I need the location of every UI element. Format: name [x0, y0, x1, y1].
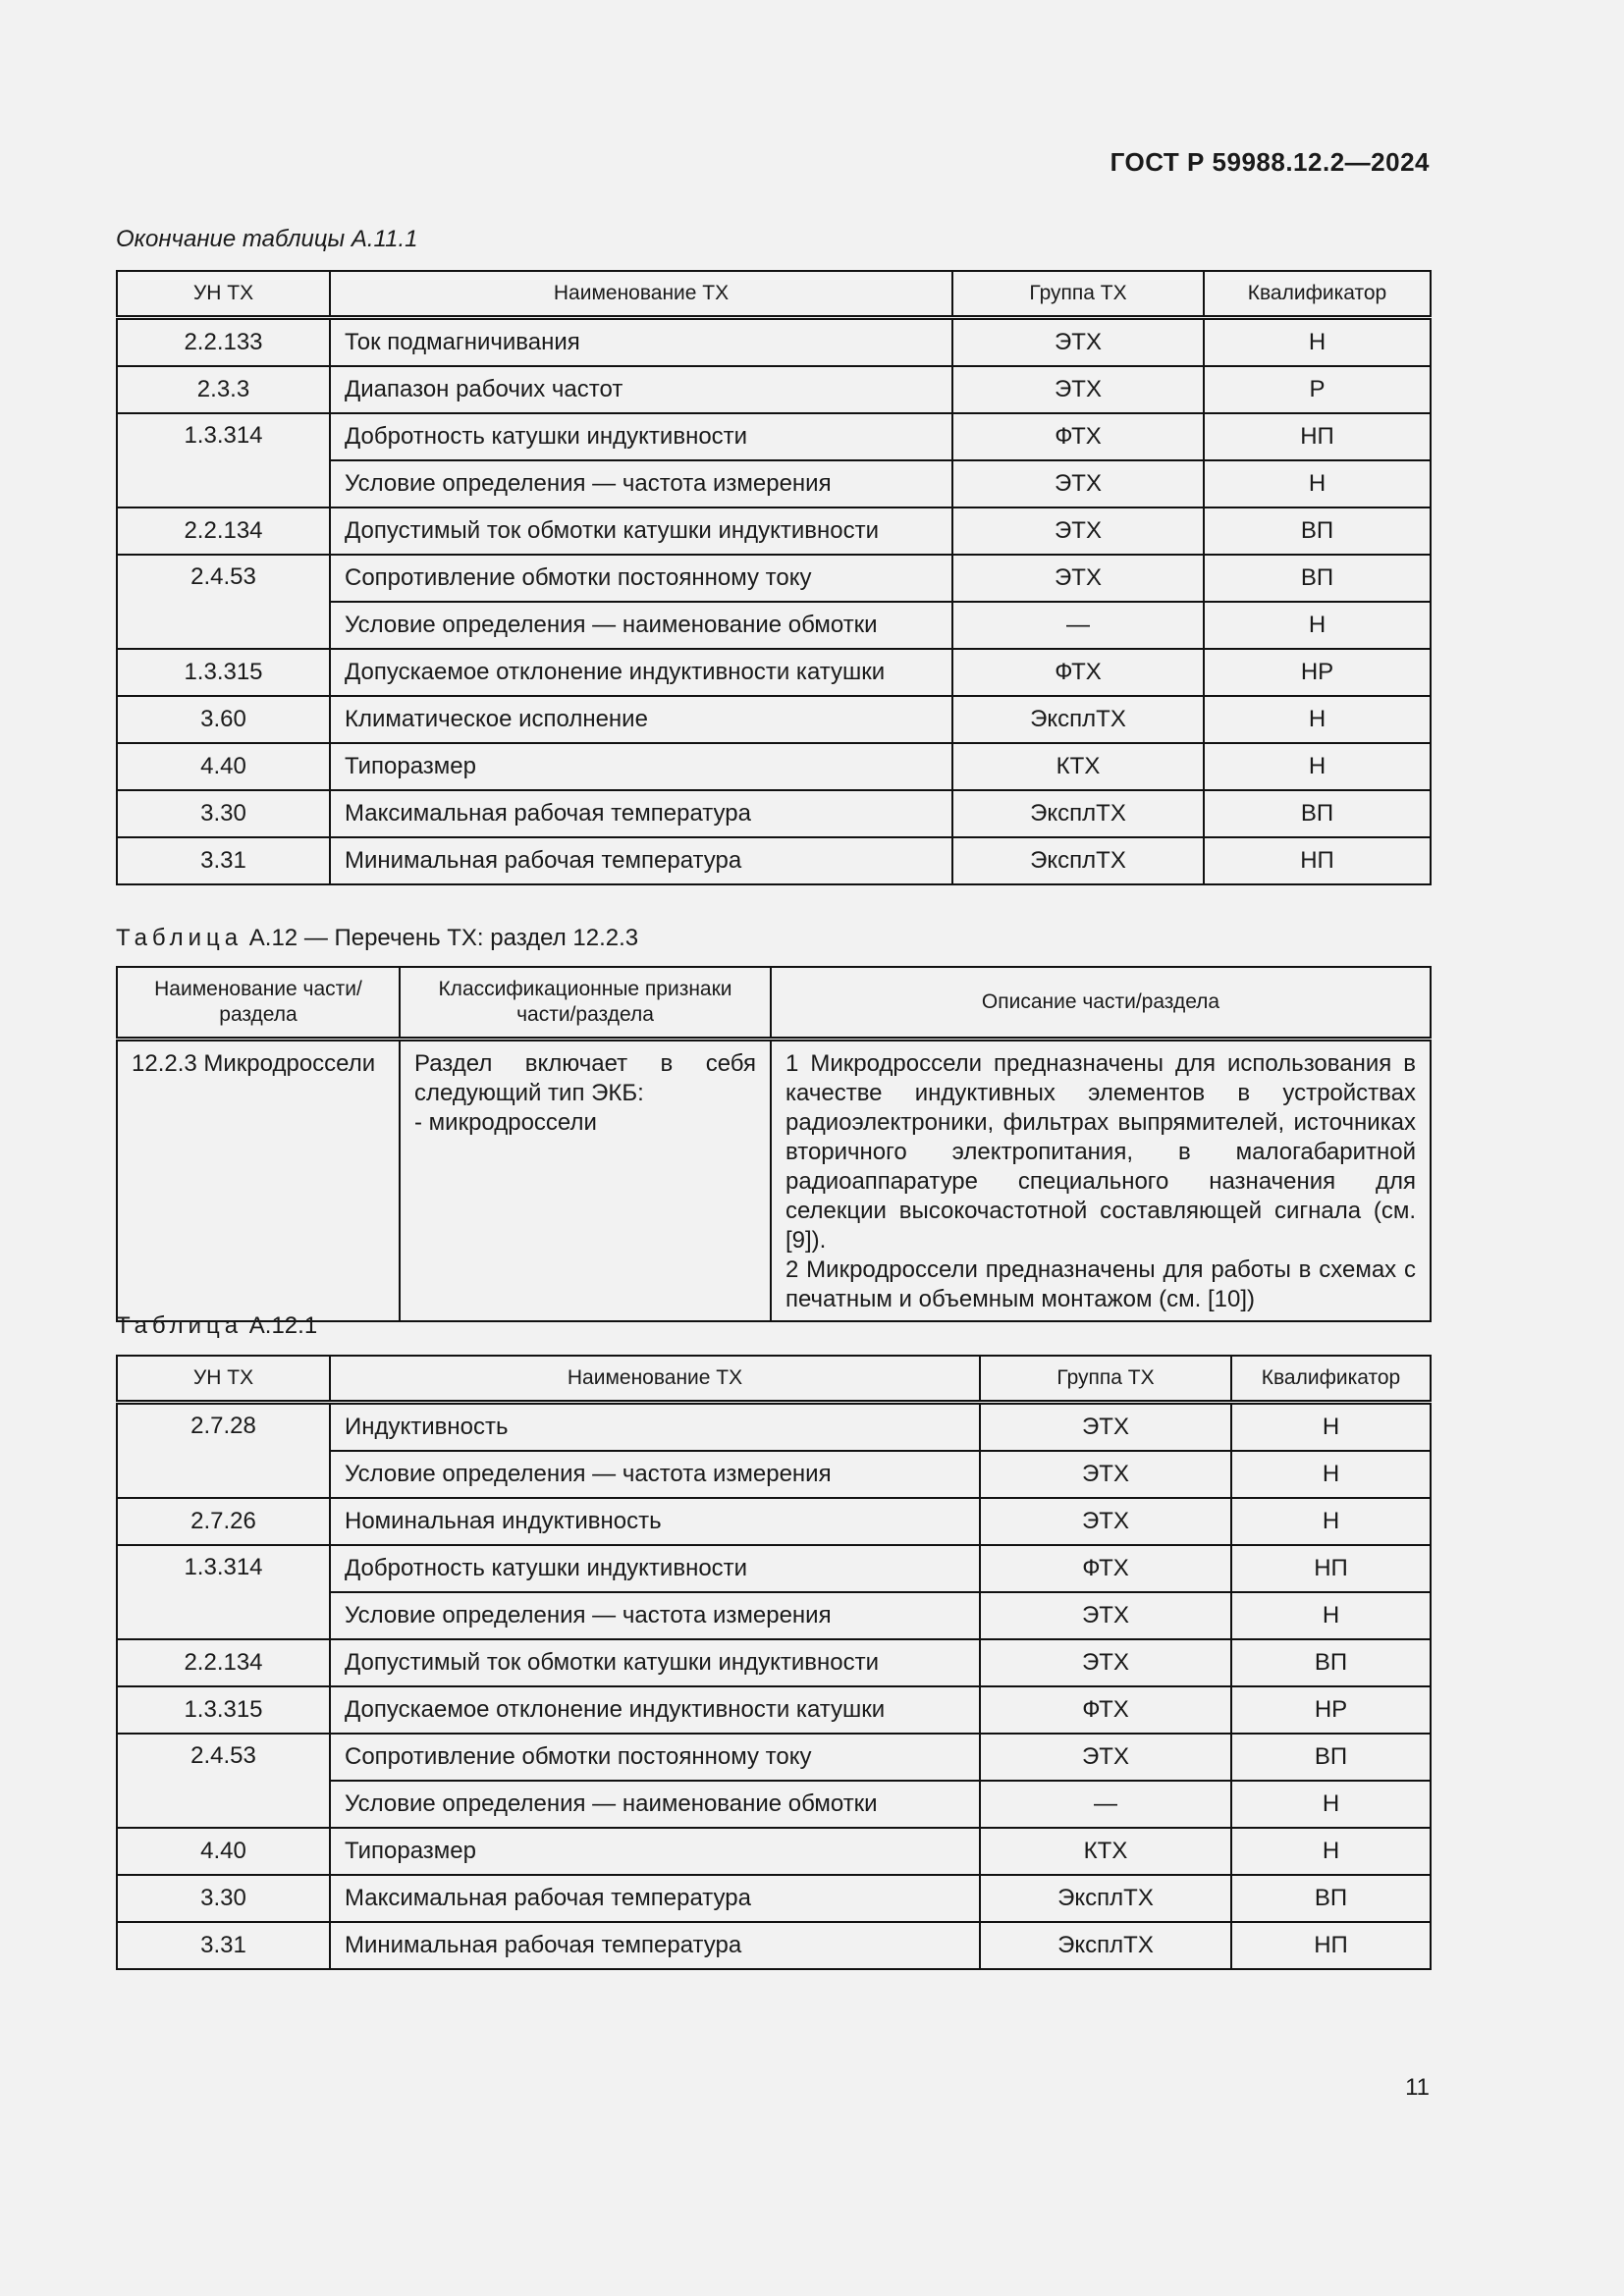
column-header-code: УН ТХ [117, 1356, 330, 1403]
column-header-features: Классификационные признаки части/раздела [400, 967, 771, 1040]
cell-qualifier: НП [1204, 837, 1431, 884]
table-row [117, 555, 1431, 602]
cell-group: ЭТХ [980, 1639, 1231, 1686]
table-header-row [117, 1356, 1431, 1403]
cell-part: 12.2.3 Микродроссели [117, 1040, 400, 1322]
cell-name: Допускаемое отклонение индуктивности катушки [330, 649, 952, 696]
cell-name: Допустимый ток обмотки катушки индуктивности [330, 1639, 980, 1686]
cell-qualifier: НП [1204, 413, 1431, 460]
cell-group: — [952, 602, 1204, 649]
cell-group: ЭТХ [952, 507, 1204, 555]
table-a12 [116, 966, 1432, 1322]
table-a11-1-caption: Окончание таблицы А.11.1 [116, 226, 418, 252]
cell-code: 3.30 [117, 790, 330, 837]
column-header-group: Группа ТХ [952, 271, 1204, 318]
cell-name: Допустимый ток обмотки катушки индуктивности [330, 507, 952, 555]
cell-code: 4.40 [117, 1828, 330, 1875]
cell-group: ФТХ [980, 1545, 1231, 1592]
cell-code: 1.3.314 [117, 413, 330, 507]
column-header-qualifier: Квалификатор [1204, 271, 1431, 318]
cell-group: ЭТХ [980, 1592, 1231, 1639]
cell-name: Номинальная индуктивность [330, 1498, 980, 1545]
cell-name: Сопротивление обмотки постоянному току [330, 1734, 980, 1781]
cell-name: Условие определения — наименование обмотки [330, 1781, 980, 1828]
table-row [117, 318, 1431, 367]
cell-qualifier: Н [1204, 460, 1431, 507]
description-paragraph: 2 Микродроссели предназначены для работы в схемах с печатным и объемным монтажом (см. [10]) [785, 1256, 1416, 1312]
cell-qualifier: НП [1231, 1545, 1431, 1592]
cell-code: 3.31 [117, 837, 330, 884]
features-line: Раздел включает в себя следующий тип ЭКБ: [414, 1050, 756, 1106]
cell-name: Допускаемое отклонение индуктивности катушки [330, 1686, 980, 1734]
cell-code: 1.3.314 [117, 1545, 330, 1639]
cell-qualifier: ВП [1231, 1734, 1431, 1781]
cell-name: Ток подмагничивания [330, 318, 952, 367]
cell-name: Типоразмер [330, 1828, 980, 1875]
document-code: ГОСТ Р 59988.12.2—2024 [1110, 147, 1430, 177]
cell-code: 2.4.53 [117, 555, 330, 649]
table-row [117, 649, 1431, 696]
cell-qualifier: НР [1204, 649, 1431, 696]
column-header-part: Наименование части/ раздела [117, 967, 400, 1040]
cell-code: 2.4.53 [117, 1734, 330, 1828]
cell-name: Типоразмер [330, 743, 952, 790]
cell-code: 2.2.134 [117, 507, 330, 555]
table-row [117, 1040, 1431, 1322]
cell-group: ЭТХ [980, 1451, 1231, 1498]
column-header-group: Группа ТХ [980, 1356, 1231, 1403]
table-row [117, 1828, 1431, 1875]
cell-code: 3.31 [117, 1922, 330, 1969]
table-a12-1-caption-title: А.12.1 [248, 1312, 318, 1339]
cell-group: ФТХ [952, 649, 1204, 696]
cell-name: Добротность катушки индуктивности [330, 413, 952, 460]
cell-name: Климатическое исполнение [330, 696, 952, 743]
table-row [117, 696, 1431, 743]
cell-name: Условие определения — частота измерения [330, 460, 952, 507]
cell-name: Максимальная рабочая температура [330, 1875, 980, 1922]
table-row [117, 1498, 1431, 1545]
cell-group: ФТХ [980, 1686, 1231, 1734]
column-header-name: Наименование ТХ [330, 271, 952, 318]
cell-qualifier: НП [1231, 1922, 1431, 1969]
cell-qualifier: ВП [1231, 1639, 1431, 1686]
cell-group: ЭТХ [980, 1403, 1231, 1452]
cell-group: ЭТХ [952, 366, 1204, 413]
table-row [117, 837, 1431, 884]
cell-name: Условие определения — наименование обмотки [330, 602, 952, 649]
cell-qualifier: Н [1204, 696, 1431, 743]
cell-group: ЭТХ [952, 318, 1204, 367]
cell-group: ФТХ [952, 413, 1204, 460]
table-a12-caption-label: Таблица [116, 925, 244, 951]
cell-group: ЭТХ [952, 460, 1204, 507]
table-row [117, 413, 1431, 460]
cell-qualifier: ВП [1204, 790, 1431, 837]
cell-name: Условие определения — частота измерения [330, 1451, 980, 1498]
cell-qualifier: ВП [1204, 555, 1431, 602]
cell-qualifier: Н [1204, 743, 1431, 790]
cell-qualifier: Н [1231, 1828, 1431, 1875]
table-a12-caption-title: А.12 — Перечень ТХ: раздел 12.2.3 [248, 925, 639, 951]
cell-description [771, 1040, 1431, 1322]
cell-name: Максимальная рабочая температура [330, 790, 952, 837]
cell-name: Условие определения — частота измерения [330, 1592, 980, 1639]
description-paragraph: 1 Микродроссели предназначены для использования в качестве индуктивных элементов в устройствах радиоэлектроники, фильтрах выпрямителей, источниках вторичного электропитания, в малогабаритной радиоаппаратуре специального назначения для селекции высокочастотной составляющей сигнала (см. [9]). [785, 1050, 1416, 1254]
cell-group: КТХ [952, 743, 1204, 790]
cell-name: Диапазон рабочих частот [330, 366, 952, 413]
cell-qualifier: Н [1204, 318, 1431, 367]
table-row [117, 1922, 1431, 1969]
column-header-name: Наименование ТХ [330, 1356, 980, 1403]
table-a12-1-caption-label: Таблица [116, 1312, 244, 1339]
table-row [117, 743, 1431, 790]
cell-code: 4.40 [117, 743, 330, 790]
cell-name: Минимальная рабочая температура [330, 1922, 980, 1969]
table-row [117, 790, 1431, 837]
table-row [117, 1875, 1431, 1922]
cell-code: 3.30 [117, 1875, 330, 1922]
column-header-qualifier: Квалификатор [1231, 1356, 1431, 1403]
column-header-code: УН ТХ [117, 271, 330, 318]
table-row [117, 507, 1431, 555]
table-header-row [117, 271, 1431, 318]
cell-code: 2.3.3 [117, 366, 330, 413]
cell-group: ЭТХ [952, 555, 1204, 602]
cell-name: Минимальная рабочая температура [330, 837, 952, 884]
table-a12-caption [116, 925, 638, 952]
table-a11-1 [116, 270, 1432, 885]
cell-group: КТХ [980, 1828, 1231, 1875]
cell-code: 2.2.133 [117, 318, 330, 367]
cell-qualifier: ВП [1231, 1875, 1431, 1922]
cell-code: 2.7.26 [117, 1498, 330, 1545]
table-row [117, 1545, 1431, 1592]
cell-group: ЭксплТХ [952, 790, 1204, 837]
cell-qualifier: Н [1231, 1451, 1431, 1498]
cell-code: 1.3.315 [117, 649, 330, 696]
cell-qualifier: Р [1204, 366, 1431, 413]
table-row [117, 1639, 1431, 1686]
cell-qualifier: Н [1231, 1781, 1431, 1828]
table-row [117, 1403, 1431, 1452]
cell-group: ЭТХ [980, 1498, 1231, 1545]
cell-name: Сопротивление обмотки постоянному току [330, 555, 952, 602]
cell-group: ЭксплТХ [980, 1922, 1231, 1969]
table-row [117, 1734, 1431, 1781]
table-a12-1 [116, 1355, 1432, 1970]
cell-code: 2.7.28 [117, 1403, 330, 1499]
cell-group: ЭТХ [980, 1734, 1231, 1781]
column-header-description: Описание части/раздела [771, 967, 1431, 1040]
table-row [117, 1686, 1431, 1734]
table-header-row [117, 967, 1431, 1040]
cell-code: 2.2.134 [117, 1639, 330, 1686]
cell-code: 3.60 [117, 696, 330, 743]
features-line: - микродроссели [414, 1109, 597, 1136]
cell-qualifier: Н [1231, 1592, 1431, 1639]
table-row [117, 366, 1431, 413]
table-a12-1-caption [116, 1312, 317, 1340]
cell-group: ЭксплТХ [952, 837, 1204, 884]
cell-qualifier: Н [1231, 1403, 1431, 1452]
cell-name: Индуктивность [330, 1403, 980, 1452]
cell-group: — [980, 1781, 1231, 1828]
cell-name: Добротность катушки индуктивности [330, 1545, 980, 1592]
cell-qualifier: Н [1204, 602, 1431, 649]
cell-group: ЭксплТХ [952, 696, 1204, 743]
cell-qualifier: ВП [1204, 507, 1431, 555]
cell-group: ЭксплТХ [980, 1875, 1231, 1922]
cell-code: 1.3.315 [117, 1686, 330, 1734]
cell-qualifier: Н [1231, 1498, 1431, 1545]
page-number: 11 [1405, 2074, 1430, 2101]
cell-qualifier: НР [1231, 1686, 1431, 1734]
cell-features [400, 1040, 771, 1322]
